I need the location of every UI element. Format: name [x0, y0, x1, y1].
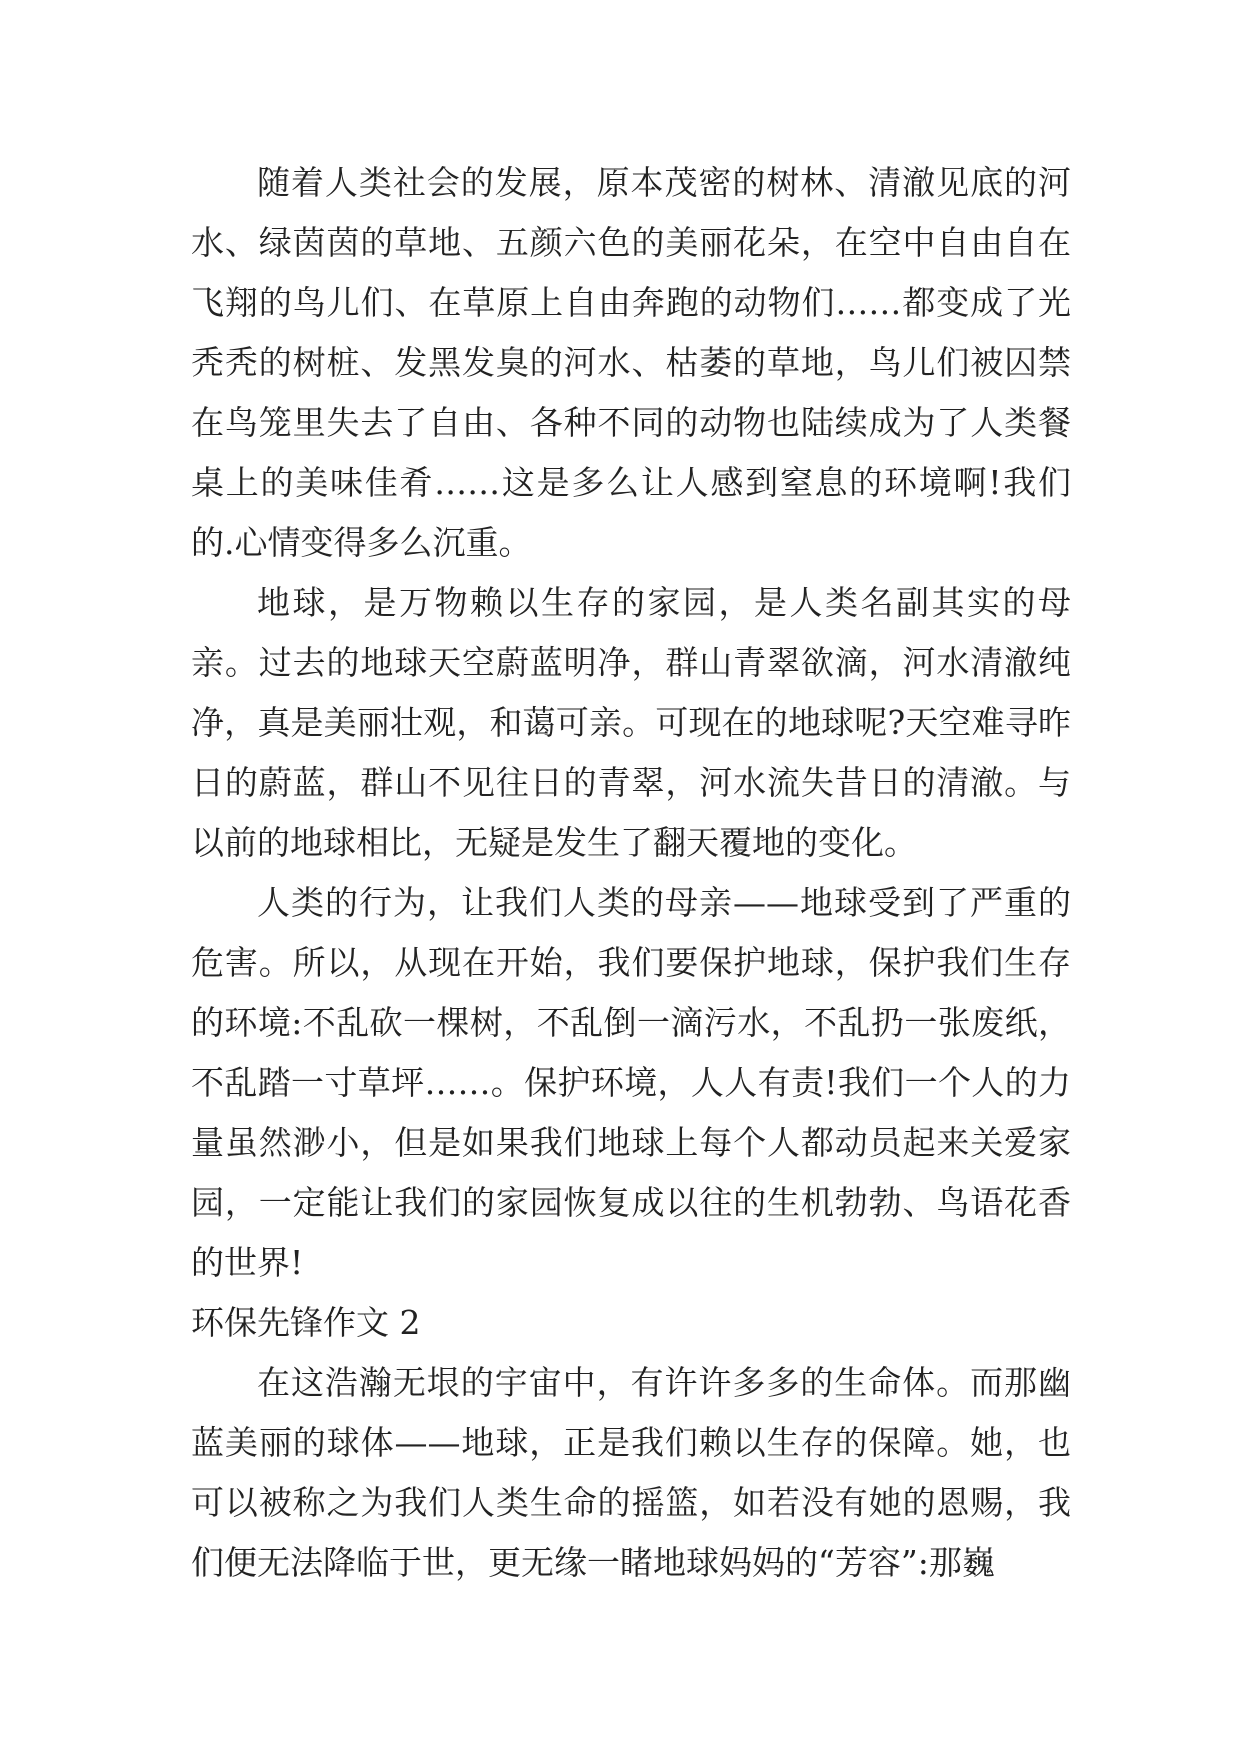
- document-body: [191, 153, 1071, 1593]
- paragraph-2: 地球，是万物赖以生存的家园，是人类名副其实的母亲。过去的地球天空蔚蓝明净，群山青翠欲滴，河水清澈纯净，真是美丽壮观，和蔼可亲。可现在的地球呢?天空难寻昨日的蔚蓝，群山不见往日的青翠，河水流失昔日的清澈。与以前的地球相比，无疑是发生了翻天覆地的变化。: [191, 583, 1071, 862]
- section-heading: 环保先锋作文 2: [191, 1303, 421, 1342]
- paragraph-1: 随着人类社会的发展，原本茂密的树林、清澈见底的河水、绿茵茵的草地、五颜六色的美丽花朵，在空中自由自在飞翔的鸟儿们、在草原上自由奔跑的动物们……都变成了光秃秃的树桩、发黑发臭的河水、枯萎的草地，鸟儿们被囚禁在鸟笼里失去了自由、各种不同的动物也陆续成为了人类餐桌上的美味佳肴……这是多么让人感到窒息的环境啊!我们的.心情变得多么沉重。: [191, 163, 1071, 562]
- paragraph-4: 在这浩瀚无垠的宇宙中，有许许多多的生命体。而那幽蓝美丽的球体——地球，正是我们赖以生存的保障。她，也可以被称之为我们人类生命的摇篮，如若没有她的恩赐，我们便无法降临于世，更无缘一睹地球妈妈的“芳容”:那巍: [191, 1363, 1071, 1582]
- paragraph-3: 人类的行为，让我们人类的母亲——地球受到了严重的危害。所以，从现在开始，我们要保护地球，保护我们生存的环境:不乱砍一棵树，不乱倒一滴污水，不乱扔一张废纸，不乱踏一寸草坪……。保护环境，人人有责!我们一个人的力量虽然渺小，但是如果我们地球上每个人都动员起来关爱家园，一定能让我们的家园恢复成以往的生机勃勃、鸟语花香的世界!: [191, 883, 1071, 1282]
